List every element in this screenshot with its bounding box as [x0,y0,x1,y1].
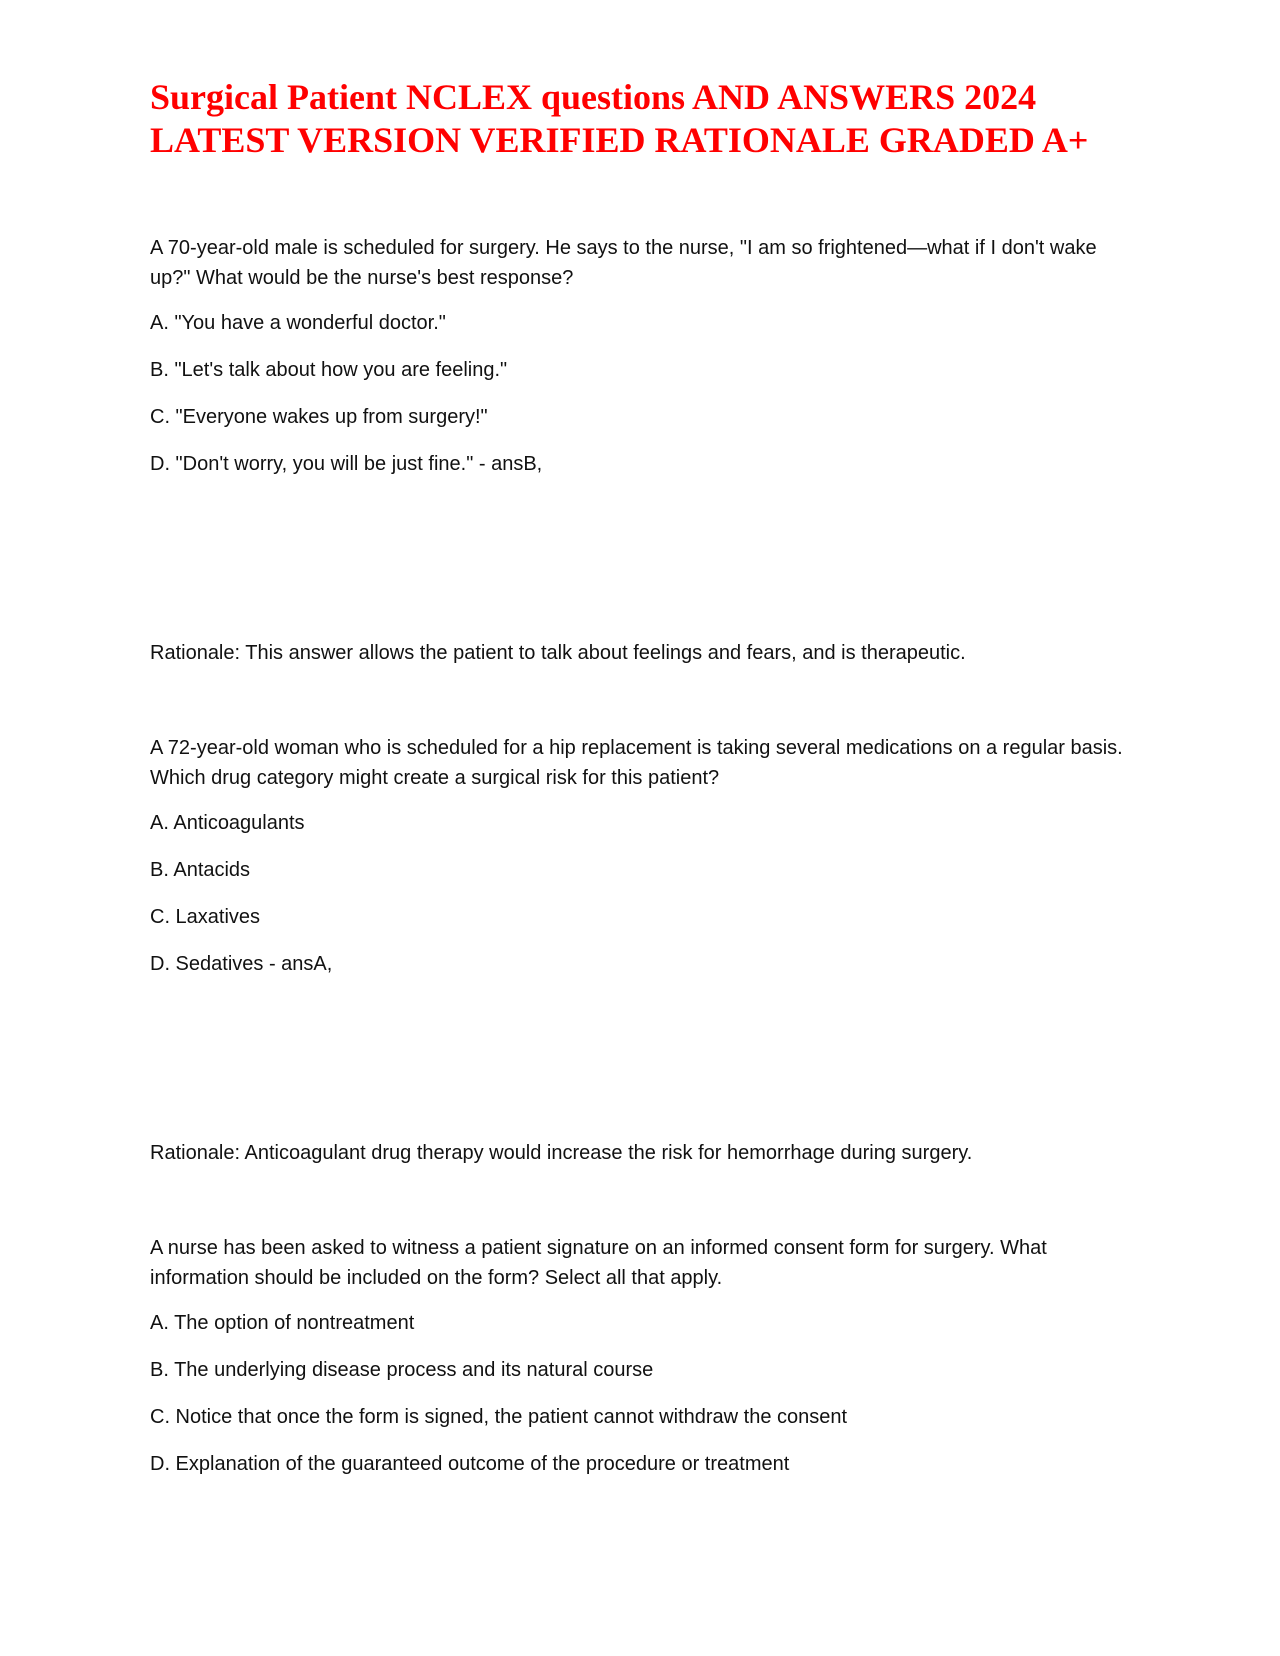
question-2-rationale: Rationale: Anticoagulant drug therapy would increase the risk for hemorrhage during surgery. [150,1142,973,1164]
question-3-option-d: D. Explanation of the guaranteed outcome of the procedure or treatment [150,1453,790,1475]
question-2-option-b: B. Antacids [150,859,251,881]
question-1-option-d: D. "Don't worry, you will be just fine." - ansB, [150,453,543,475]
question-2-stem: A 72-year-old woman who is scheduled for a hip replacement is taking several medications on a regular basis. Which drug category might create a surgical risk for this patient? [150,737,1123,789]
question-3-option-a: A. The option of nontreatment [150,1312,415,1334]
question-1-option-b: B. "Let's talk about how you are feeling." [150,359,508,381]
question-3-option-b: B. The underlying disease process and its natural course [150,1359,654,1381]
question-1-rationale: Rationale: This answer allows the patient to talk about feelings and fears, and is therapeutic. [150,642,966,664]
question-1-option-c: C. "Everyone wakes up from surgery!" [150,406,488,428]
question-3-stem: A nurse has been asked to witness a patient signature on an informed consent form for surgery. What information should be included on the form? Select all that apply. [150,1237,1047,1289]
question-1-stem: A 70-year-old male is scheduled for surgery. He says to the nurse, "I am so frightened—what if I don't wake up?" What would be the nurse's best response? [150,237,1097,289]
question-3-option-c: C. Notice that once the form is signed, the patient cannot withdraw the consent [150,1406,848,1428]
question-2-option-d: D. Sedatives - ansA, [150,953,333,975]
question-2-option-c: C. Laxatives [150,906,261,928]
question-2-option-a: A. Anticoagulants [150,812,305,834]
document-title: Surgical Patient NCLEX questions AND ANSWERS 2024 LATEST VERSION VERIFIED RATIONALE GRADED A+ [150,77,1089,160]
question-1-option-a: A. "You have a wonderful doctor." [150,312,446,334]
